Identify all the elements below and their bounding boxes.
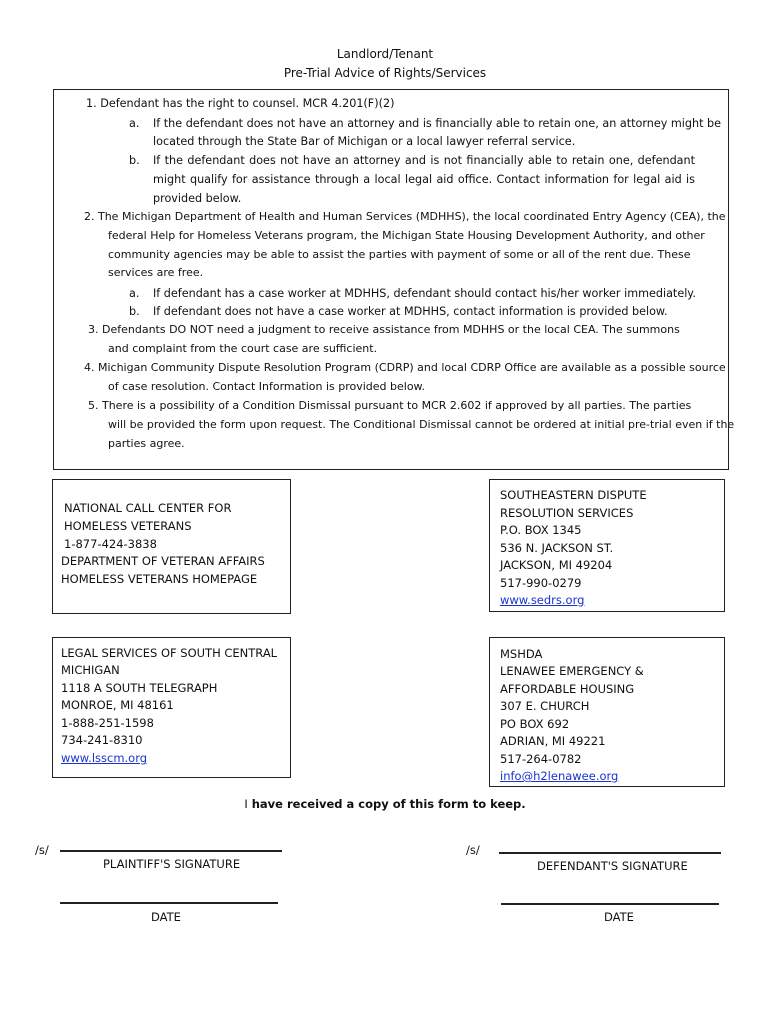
contact-phone: 734-241-8310 bbox=[61, 733, 143, 747]
right-item-2b: If defendant does not have a case worker at MDHHS, contact information is provided below. bbox=[153, 305, 668, 318]
defendant-signature-line[interactable] bbox=[499, 852, 721, 854]
contact-line: JACKSON, MI 49204 bbox=[500, 558, 613, 572]
right-item-2-line4: services are free. bbox=[108, 266, 204, 279]
right-item-2a-marker: a. bbox=[129, 287, 140, 300]
right-item-2a: If defendant has a case worker at MDHHS, defendant should contact his/her worker immediately. bbox=[153, 287, 696, 300]
veterans-contact-box bbox=[52, 479, 291, 614]
contact-line: RESOLUTION SERVICES bbox=[500, 506, 634, 520]
contact-line: 307 E. CHURCH bbox=[500, 699, 590, 713]
contact-line: 536 N. JACKSON ST. bbox=[500, 541, 614, 555]
contact-line: SOUTHEASTERN DISPUTE bbox=[500, 488, 647, 502]
right-item-1: 1. Defendant has the right to counsel. MCR 4.201(F)(2) bbox=[86, 97, 395, 110]
mshda-email-link[interactable]: info@h2lenawee.org bbox=[500, 769, 619, 783]
contact-line: HOMELESS VETERANS bbox=[64, 519, 192, 533]
lsscm-website-link[interactable]: www.lsscm.org bbox=[61, 751, 148, 765]
right-item-1a-line2: located through the State Bar of Michigan or a local lawyer referral service. bbox=[153, 135, 576, 148]
acknowledgement-prefix: I bbox=[244, 797, 248, 811]
right-item-2b-marker: b. bbox=[129, 305, 140, 318]
contact-line: HOMELESS VETERANS HOMEPAGE bbox=[61, 572, 258, 586]
plaintiff-s-mark: /s/ bbox=[35, 843, 49, 857]
sedrs-contact-box bbox=[489, 479, 725, 612]
plaintiff-signature-label: PLAINTIFF'S SIGNATURE bbox=[103, 857, 241, 871]
right-item-2-line1: 2. The Michigan Department of Health and Human Services (MDHHS), the local coordinated Entry Agency (CEA), the bbox=[84, 210, 726, 223]
right-item-3-line1: 3. Defendants DO NOT need a judgment to receive assistance from MDHHS or the local CEA. The summons bbox=[88, 323, 680, 336]
contact-phone: 517-264-0782 bbox=[500, 752, 582, 766]
plaintiff-date-label: DATE bbox=[151, 910, 181, 924]
contact-line: P.O. BOX 1345 bbox=[500, 523, 582, 537]
lsscm-contact-box bbox=[52, 637, 291, 778]
acknowledgement-text: have received a copy of this form to keep. bbox=[247, 797, 526, 811]
right-item-4-line2: of case resolution. Contact Information is provided below. bbox=[108, 380, 426, 393]
contact-phone: 1-888-251-1598 bbox=[61, 716, 154, 730]
plaintiff-signature-line[interactable] bbox=[60, 850, 282, 852]
form-title: Landlord/Tenant bbox=[336, 47, 434, 61]
rights-box bbox=[53, 89, 735, 470]
contact-line: MSHDA bbox=[500, 647, 543, 661]
contact-line: LENAWEE EMERGENCY & bbox=[500, 664, 644, 678]
contact-line: AFFORDABLE HOUSING bbox=[500, 682, 635, 696]
acknowledgement bbox=[0, 797, 770, 811]
right-item-1a-marker: a. bbox=[129, 117, 140, 130]
contact-line: ADRIAN, MI 49221 bbox=[500, 734, 606, 748]
contact-line: DEPARTMENT OF VETERAN AFFAIRS bbox=[61, 554, 265, 568]
right-item-2-line3: community agencies may be able to assist the parties with payment of some or all of the rent due. These bbox=[108, 248, 691, 261]
contact-line: MONROE, MI 48161 bbox=[61, 698, 174, 712]
mshda-contact-box bbox=[489, 637, 725, 787]
defendant-signature-label: DEFENDANT'S SIGNATURE bbox=[537, 859, 688, 873]
defendant-date-line[interactable] bbox=[501, 903, 719, 905]
contact-line: NATIONAL CALL CENTER FOR bbox=[64, 501, 232, 515]
right-item-4-line1: 4. Michigan Community Dispute Resolution Program (CDRP) and local CDRP Office are available as a possible source bbox=[84, 361, 726, 374]
contact-phone: 517-990-0279 bbox=[500, 576, 582, 590]
defendant-s-mark: /s/ bbox=[466, 843, 480, 857]
right-item-5-line3: parties agree. bbox=[108, 437, 185, 450]
right-item-1b-line2: might qualify for assistance through a local legal aid office. Contact information for legal aid is bbox=[153, 173, 695, 186]
sedrs-website-link[interactable]: www.sedrs.org bbox=[500, 593, 585, 607]
defendant-date-label: DATE bbox=[604, 910, 634, 924]
contact-line: 1118 A SOUTH TELEGRAPH bbox=[61, 681, 218, 695]
contact-phone: 1-877-424-3838 bbox=[64, 537, 157, 551]
contact-line: MICHIGAN bbox=[61, 663, 120, 677]
contact-line: PO BOX 692 bbox=[500, 717, 570, 731]
right-item-5-line1: 5. There is a possibility of a Condition Dismissal pursuant to MCR 2.602 if approved by all parties. The parties bbox=[88, 399, 692, 412]
right-item-1a-line1: If the defendant does not have an attorney and is financially able to retain one, an attorney might be bbox=[153, 117, 722, 130]
right-item-5-line2: will be provided the form upon request. The Conditional Dismissal cannot be ordered at initial pre-trial even if the bbox=[108, 418, 735, 431]
right-item-3-line2: and complaint from the court case are sufficient. bbox=[108, 342, 378, 355]
right-item-1b-marker: b. bbox=[129, 154, 140, 167]
form-subtitle: Pre-Trial Advice of Rights/Services bbox=[283, 66, 487, 80]
right-item-1b-line3: provided below. bbox=[153, 192, 242, 205]
contact-line: LEGAL SERVICES OF SOUTH CENTRAL bbox=[61, 646, 278, 660]
right-item-1b-line1: If the defendant does not have an attorney and is not financially able to retain one, defendant bbox=[153, 154, 695, 167]
right-item-2-line2: federal Help for Homeless Veterans program, the Michigan State Housing Development Authority, and other bbox=[108, 229, 705, 242]
plaintiff-date-line[interactable] bbox=[60, 902, 278, 904]
